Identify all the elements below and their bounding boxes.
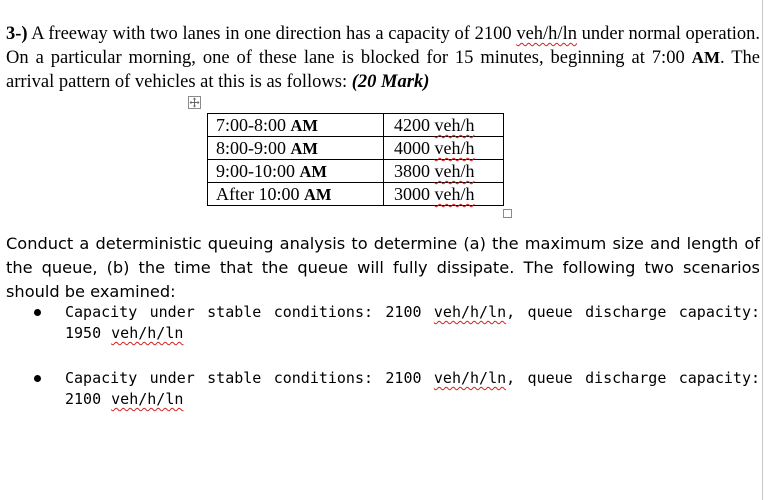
bullet-icon [34, 375, 41, 382]
question-text-3: . The arrival pattern of vehicles at this is as follows: [6, 48, 761, 92]
table-row [208, 183, 504, 206]
question-text-2: under normal operation. On a particular morning, one of these lane is blocked for 15 minutes, beginning at 7:00 [6, 24, 761, 68]
table-row [208, 137, 504, 160]
capacity-unit: veh/h/ln [516, 24, 577, 44]
arrival-pattern-table [207, 113, 504, 206]
table-row [208, 160, 504, 183]
rate-cell: 4000 veh/h [384, 137, 504, 160]
table-row [208, 114, 504, 137]
question-number: 3-) [6, 24, 28, 44]
rate-cell: 3000 veh/h [384, 183, 504, 206]
time-cell: 7:00-8:00 AM [208, 114, 384, 137]
instructions-paragraph: Conduct a deterministic queuing analysis to determine (a) the maximum size and length of the queue, (b) the time that the queue will fully dissipate. The following two scenarios should be examined: [6, 234, 760, 301]
page-edge-line [762, 0, 763, 500]
move-arrows-icon [189, 97, 200, 108]
rate-cell: 4200 veh/h [384, 114, 504, 137]
bullet-icon [34, 309, 41, 316]
question-paragraph [6, 22, 760, 94]
question-text-1: A freeway with two lanes in one direction has a capacity of 2100 [31, 24, 512, 44]
time-cell: 8:00-9:00 AM [208, 137, 384, 160]
table-resize-handle[interactable] [503, 209, 512, 218]
scenario-list [0, 302, 762, 410]
rate-cell: 3800 veh/h [384, 160, 504, 183]
time-cell: 9:00-10:00 AM [208, 160, 384, 183]
list-item: Capacity under stable conditions: 2100 veh/h/ln, queue discharge capacity: 2100 veh/h/ln [0, 368, 762, 410]
time-suffix: AM [691, 48, 720, 67]
table-move-handle[interactable] [188, 96, 201, 109]
list-item: Capacity under stable conditions: 2100 veh/h/ln, queue discharge capacity: 1950 veh/h/ln [0, 302, 762, 344]
time-cell: After 10:00 AM [208, 183, 384, 206]
question-marks: (20 Mark) [351, 72, 430, 92]
